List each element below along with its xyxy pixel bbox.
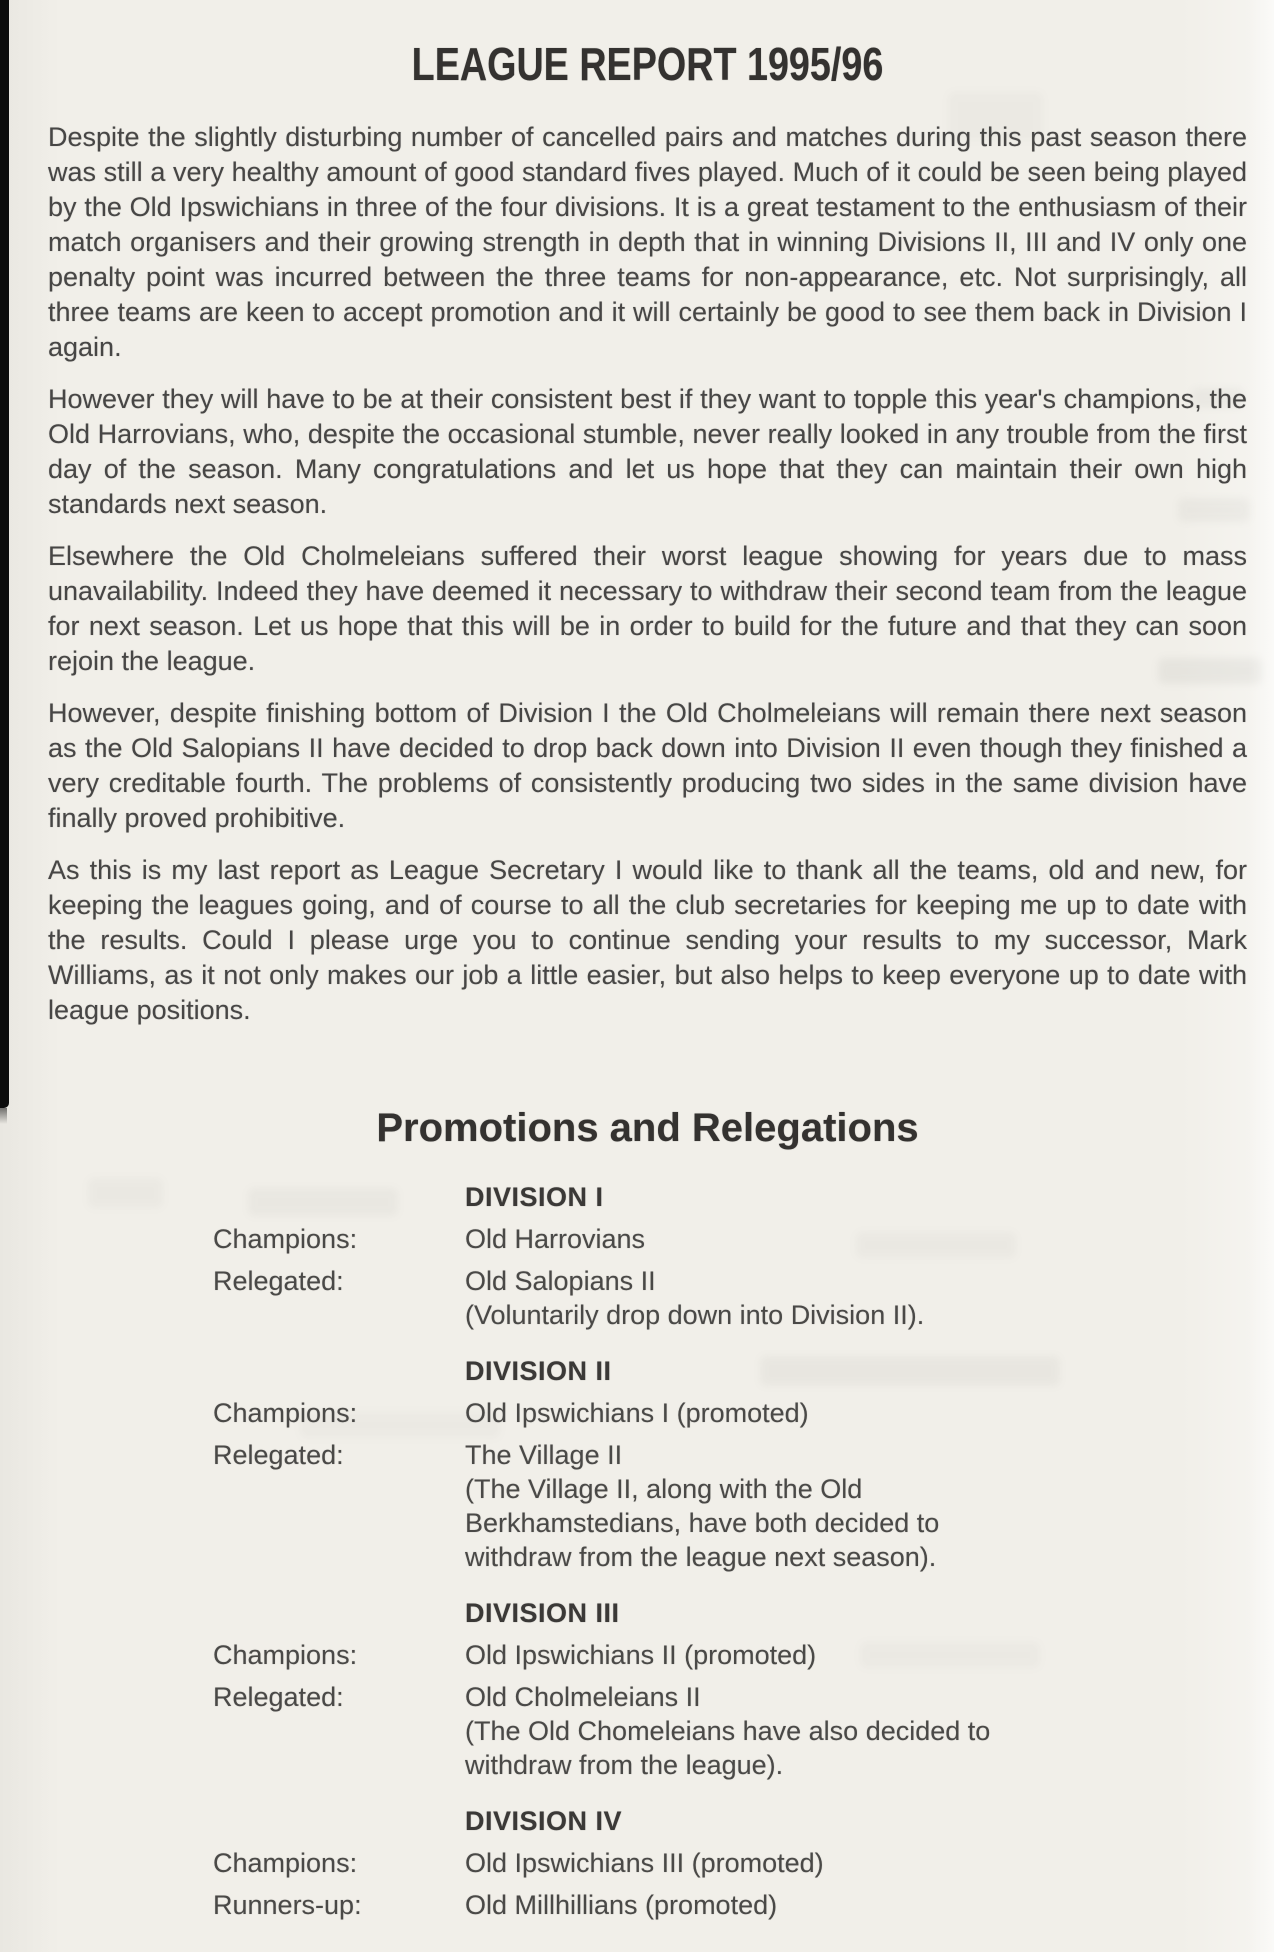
report-paragraph-4: However, despite finishing bottom of Division I the Old Cholmeleians will remain there next season as the Old Salopians II have decided to drop back down into Division II even though they finished a very creditable fourth. The problems of consistently producing two sides in the same division have finally proved prohibitive.	[48, 698, 1247, 833]
division-4-champions-row	[213, 1846, 1247, 1880]
division-2-champions-row	[213, 1396, 1247, 1430]
division-3-relegated-row	[213, 1680, 1247, 1782]
relegated-value: Old Salopians II (Voluntarily drop down into Division II).	[465, 1266, 925, 1330]
champions-label: Champions:	[213, 1398, 358, 1428]
division-2-section	[48, 1354, 1247, 1574]
division-3-heading: DIVISION III	[465, 1598, 620, 1628]
relegated-label: Relegated:	[213, 1682, 344, 1712]
relegated-label: Relegated:	[213, 1266, 344, 1296]
division-2-relegated-row	[213, 1438, 1247, 1574]
relegated-label: Relegated:	[213, 1440, 344, 1470]
report-paragraph-3: Elsewhere the Old Cholmeleians suffered their worst league showing for years due to mass unavailability. Indeed they have deemed it necessary to withdraw their second team from the league for next season. Let us hope that this will be in order to build for the future and that they can soon rejoin the league.	[48, 541, 1247, 676]
relegated-value: The Village II (The Village II, along with the Old Berkhamstedians, have both decided to withdraw from the league next season).	[465, 1440, 940, 1572]
champions-value: Old Ipswichians III (promoted)	[465, 1848, 824, 1878]
division-1-relegated-row	[213, 1264, 1247, 1332]
relegated-value: Old Cholmeleians II (The Old Chomeleians have also decided to withdraw from the league).	[465, 1682, 991, 1780]
runners-up-value: Old Millhillians (promoted)	[465, 1890, 778, 1920]
champions-value: Old Harrovians	[465, 1224, 646, 1254]
promotions-relegations-heading: Promotions and Relegations	[376, 1106, 919, 1150]
champions-value: Old Ipswichians I (promoted)	[465, 1398, 809, 1428]
champions-label: Champions:	[213, 1848, 358, 1878]
report-paragraph-5: As this is my last report as League Secretary I would like to thank all the teams, old and new, for keeping the leagues going, and of course to all the club secretaries for keeping me up to date with the results. Could I please urge you to continue sending your results to my successor, Mark Williams, as it not only makes our job a little easier, but also helps to keep everyone up to date with league positions.	[48, 855, 1247, 1025]
division-3-section	[48, 1596, 1247, 1782]
division-3-champions-row	[213, 1638, 1247, 1672]
paper-edge-highlight	[1248, 0, 1274, 1952]
champions-label: Champions:	[213, 1640, 358, 1670]
league-report-document	[48, 0, 1247, 1922]
runners-up-label: Runners-up:	[213, 1890, 362, 1920]
champions-label: Champions:	[213, 1224, 358, 1254]
division-4-heading: DIVISION IV	[465, 1806, 623, 1836]
division-1-champions-row	[213, 1222, 1247, 1256]
page-title: LEAGUE REPORT 1995/96	[411, 38, 884, 90]
report-paragraph-2: However they will have to be at their consistent best if they want to topple this year's champions, the Old Harrovians, who, despite the occasional stumble, never really looked in any trouble from the first day of the season. Many congratulations and let us hope that they can maintain their own high standards next season.	[48, 384, 1247, 519]
division-2-heading: DIVISION II	[465, 1356, 612, 1386]
division-1-section	[48, 1180, 1247, 1332]
report-paragraph-1: Despite the slightly disturbing number of cancelled pairs and matches during this past season there was still a very healthy amount of good standard fives played. Much of it could be seen being played by the Old Ipswichians in three of the four divisions. It is a great testament to the enthusiasm of their match organisers and their growing strength in depth that in winning Divisions II, III and IV only one penalty point was incurred between the three teams for non-appearance, etc. Not surprisingly, all three teams are keen to accept promotion and it will certainly be good to see them back in Division I again.	[48, 122, 1247, 362]
division-1-heading: DIVISION I	[465, 1182, 604, 1212]
champions-value: Old Ipswichians II (promoted)	[465, 1640, 817, 1670]
scan-edge-bar	[0, 0, 9, 1108]
division-4-runners-up-row	[213, 1888, 1247, 1922]
division-4-section	[48, 1804, 1247, 1922]
